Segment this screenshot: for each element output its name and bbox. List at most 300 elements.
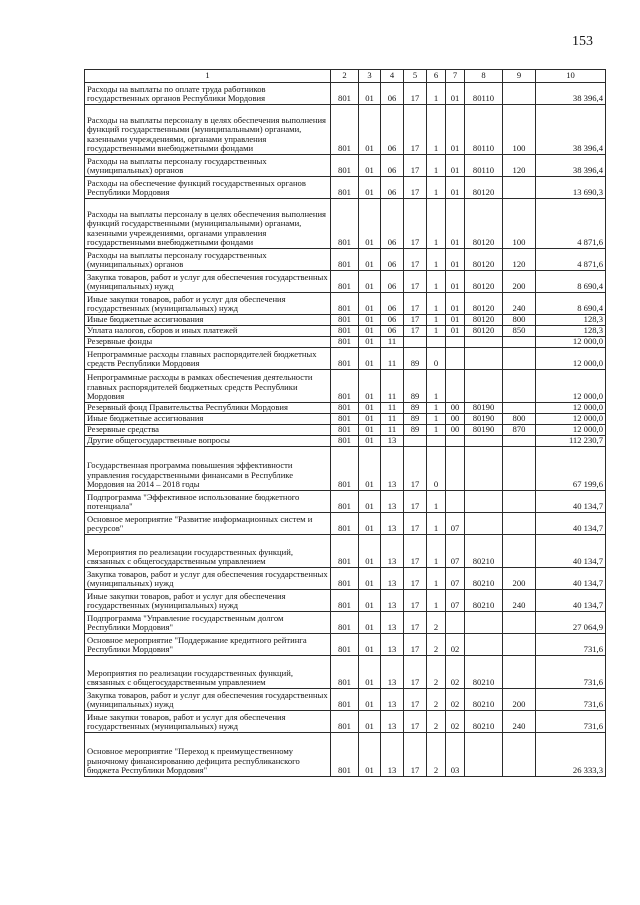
row-description: Иные бюджетные ассигнования xyxy=(85,315,331,326)
subprogram-code: 2 xyxy=(427,634,446,656)
program-code: 17 xyxy=(404,249,427,271)
section-code: 801 xyxy=(331,348,359,370)
amount-value: 128,3 xyxy=(536,315,606,326)
amount-value: 8 690,4 xyxy=(536,271,606,293)
amount-value: 12 000,0 xyxy=(536,348,606,370)
measure-code: 01 xyxy=(446,105,465,155)
subprogram-code: 0 xyxy=(427,348,446,370)
program-code: 17 xyxy=(404,612,427,634)
amount-value: 731,6 xyxy=(536,689,606,711)
amount-value: 731,6 xyxy=(536,711,606,733)
subprogram-code: 1 xyxy=(427,105,446,155)
measure-code xyxy=(446,436,465,447)
measure-code xyxy=(446,447,465,491)
program-code: 17 xyxy=(404,105,427,155)
measure-code: 00 xyxy=(446,414,465,425)
measure-code: 01 xyxy=(446,83,465,105)
table-row xyxy=(85,612,606,634)
row-description: Закупка товаров, работ и услуг для обеспечения государственных (муниципальных) нужд xyxy=(85,689,331,711)
amount-value: 731,6 xyxy=(536,656,606,689)
subprogram-code: 1 xyxy=(427,326,446,337)
direction-code: 80120 xyxy=(465,315,503,326)
division-code: 01 xyxy=(359,199,381,249)
section-code: 801 xyxy=(331,711,359,733)
division-code: 01 xyxy=(359,105,381,155)
row-description: Подпрограмма "Управление государственным долгом Республики Мордовия" xyxy=(85,612,331,634)
direction-code xyxy=(465,612,503,634)
subsection-code: 06 xyxy=(381,326,404,337)
division-code: 01 xyxy=(359,491,381,513)
expense-type-code xyxy=(503,535,536,568)
amount-value: 731,6 xyxy=(536,634,606,656)
subsection-code: 13 xyxy=(381,447,404,491)
subsection-code: 11 xyxy=(381,414,404,425)
program-code: 17 xyxy=(404,447,427,491)
division-code: 01 xyxy=(359,271,381,293)
table-row xyxy=(85,199,606,249)
subsection-code: 11 xyxy=(381,370,404,403)
table-row xyxy=(85,590,606,612)
direction-code: 80120 xyxy=(465,326,503,337)
expense-type-code xyxy=(503,447,536,491)
column-header: 1 xyxy=(85,70,331,83)
expense-type-code xyxy=(503,656,536,689)
subprogram-code xyxy=(427,436,446,447)
column-header: 10 xyxy=(536,70,606,83)
row-description: Другие общегосударственные вопросы xyxy=(85,436,331,447)
subsection-code: 13 xyxy=(381,568,404,590)
section-code: 801 xyxy=(331,590,359,612)
table-body xyxy=(85,83,606,777)
amount-value: 12 000,0 xyxy=(536,337,606,348)
program-code: 17 xyxy=(404,656,427,689)
section-code: 801 xyxy=(331,403,359,414)
subsection-code: 13 xyxy=(381,513,404,535)
expense-type-code: 100 xyxy=(503,199,536,249)
measure-code: 01 xyxy=(446,326,465,337)
measure-code: 07 xyxy=(446,590,465,612)
subprogram-code: 1 xyxy=(427,513,446,535)
direction-code xyxy=(465,337,503,348)
expense-type-code: 200 xyxy=(503,271,536,293)
division-code: 01 xyxy=(359,711,381,733)
table-row xyxy=(85,326,606,337)
subprogram-code: 2 xyxy=(427,733,446,777)
table-row xyxy=(85,656,606,689)
table-row xyxy=(85,634,606,656)
division-code: 01 xyxy=(359,177,381,199)
subsection-code: 11 xyxy=(381,403,404,414)
direction-code xyxy=(465,634,503,656)
row-description: Мероприятия по реализации государственных функций, связанных с общегосударственным управлением xyxy=(85,535,331,568)
page-number: 153 xyxy=(572,34,593,49)
direction-code: 80120 xyxy=(465,177,503,199)
table-row xyxy=(85,414,606,425)
measure-code xyxy=(446,348,465,370)
program-code: 89 xyxy=(404,425,427,436)
table-row xyxy=(85,733,606,777)
division-code: 01 xyxy=(359,612,381,634)
table-row xyxy=(85,155,606,177)
program-code: 17 xyxy=(404,293,427,315)
division-code: 01 xyxy=(359,326,381,337)
table-row xyxy=(85,83,606,105)
subprogram-code: 1 xyxy=(427,568,446,590)
row-description: Резервные средства xyxy=(85,425,331,436)
table-row xyxy=(85,105,606,155)
direction-code: 80210 xyxy=(465,535,503,568)
table-row xyxy=(85,568,606,590)
section-code: 801 xyxy=(331,177,359,199)
subsection-code: 06 xyxy=(381,293,404,315)
amount-value: 8 690,4 xyxy=(536,293,606,315)
program-code: 17 xyxy=(404,535,427,568)
column-header: 5 xyxy=(404,70,427,83)
division-code: 01 xyxy=(359,425,381,436)
program-code: 89 xyxy=(404,403,427,414)
direction-code: 80210 xyxy=(465,590,503,612)
direction-code: 80120 xyxy=(465,199,503,249)
direction-code: 80110 xyxy=(465,83,503,105)
section-code: 801 xyxy=(331,155,359,177)
subprogram-code: 0 xyxy=(427,447,446,491)
subsection-code: 06 xyxy=(381,271,404,293)
row-description: Иные закупки товаров, работ и услуг для обеспечения государственных (муниципальных) нужд xyxy=(85,590,331,612)
amount-value: 12 000,0 xyxy=(536,370,606,403)
program-code: 17 xyxy=(404,733,427,777)
subsection-code: 13 xyxy=(381,590,404,612)
row-description: Основное мероприятие "Поддержание кредитного рейтинга Республики Мордовия" xyxy=(85,634,331,656)
measure-code: 00 xyxy=(446,403,465,414)
direction-code xyxy=(465,513,503,535)
subprogram-code: 2 xyxy=(427,711,446,733)
measure-code: 07 xyxy=(446,568,465,590)
division-code: 01 xyxy=(359,513,381,535)
measure-code: 00 xyxy=(446,425,465,436)
section-code: 801 xyxy=(331,612,359,634)
expense-type-code: 850 xyxy=(503,326,536,337)
measure-code: 01 xyxy=(446,293,465,315)
section-code: 801 xyxy=(331,634,359,656)
subsection-code: 11 xyxy=(381,348,404,370)
amount-value: 40 134,7 xyxy=(536,513,606,535)
division-code: 01 xyxy=(359,370,381,403)
column-header: 7 xyxy=(446,70,465,83)
section-code: 801 xyxy=(331,337,359,348)
subprogram-code: 1 xyxy=(427,199,446,249)
expense-type-code xyxy=(503,491,536,513)
program-code: 17 xyxy=(404,634,427,656)
section-code: 801 xyxy=(331,733,359,777)
direction-code xyxy=(465,491,503,513)
column-header: 4 xyxy=(381,70,404,83)
row-description: Иные закупки товаров, работ и услуг для обеспечения государственных (муниципальных) нужд xyxy=(85,711,331,733)
division-code: 01 xyxy=(359,689,381,711)
subsection-code: 06 xyxy=(381,199,404,249)
expense-type-code: 800 xyxy=(503,414,536,425)
measure-code: 01 xyxy=(446,249,465,271)
subprogram-code: 1 xyxy=(427,315,446,326)
division-code: 01 xyxy=(359,249,381,271)
subsection-code: 13 xyxy=(381,733,404,777)
table-row xyxy=(85,348,606,370)
measure-code: 01 xyxy=(446,155,465,177)
subsection-code: 13 xyxy=(381,711,404,733)
table-row xyxy=(85,177,606,199)
amount-value: 38 396,4 xyxy=(536,105,606,155)
direction-code: 80210 xyxy=(465,689,503,711)
measure-code xyxy=(446,370,465,403)
program-code: 17 xyxy=(404,83,427,105)
budget-allocation-table xyxy=(84,69,606,777)
subsection-code: 13 xyxy=(381,535,404,568)
amount-value: 38 396,4 xyxy=(536,83,606,105)
expense-type-code: 120 xyxy=(503,249,536,271)
program-code: 17 xyxy=(404,513,427,535)
program-code: 17 xyxy=(404,590,427,612)
section-code: 801 xyxy=(331,370,359,403)
direction-code: 80110 xyxy=(465,105,503,155)
table-row xyxy=(85,425,606,436)
section-code: 801 xyxy=(331,535,359,568)
expense-type-code: 200 xyxy=(503,568,536,590)
subsection-code: 11 xyxy=(381,337,404,348)
subprogram-code: 1 xyxy=(427,83,446,105)
section-code: 801 xyxy=(331,293,359,315)
subprogram-code: 1 xyxy=(427,590,446,612)
direction-code: 80120 xyxy=(465,249,503,271)
direction-code: 80120 xyxy=(465,293,503,315)
section-code: 801 xyxy=(331,271,359,293)
row-description: Подпрограмма "Эффективное использование бюджетного потенциала" xyxy=(85,491,331,513)
direction-code: 80120 xyxy=(465,271,503,293)
subprogram-code: 1 xyxy=(427,370,446,403)
amount-value: 40 134,7 xyxy=(536,568,606,590)
subsection-code: 06 xyxy=(381,105,404,155)
row-description: Иные закупки товаров, работ и услуг для обеспечения государственных (муниципальных) нужд xyxy=(85,293,331,315)
section-code: 801 xyxy=(331,83,359,105)
column-header: 9 xyxy=(503,70,536,83)
measure-code: 01 xyxy=(446,177,465,199)
division-code: 01 xyxy=(359,293,381,315)
measure-code: 07 xyxy=(446,513,465,535)
subprogram-code: 1 xyxy=(427,491,446,513)
row-description: Непрограммные расходы в рамках обеспечения деятельности главных распорядителей бюджетных средств Республики Мордовия xyxy=(85,370,331,403)
row-description: Резервный фонд Правительства Республики Мордовия xyxy=(85,403,331,414)
division-code: 01 xyxy=(359,348,381,370)
subprogram-code: 1 xyxy=(427,155,446,177)
expense-type-code xyxy=(503,612,536,634)
amount-value: 4 871,6 xyxy=(536,249,606,271)
subprogram-code: 1 xyxy=(427,271,446,293)
subprogram-code: 1 xyxy=(427,403,446,414)
amount-value: 67 199,6 xyxy=(536,447,606,491)
measure-code xyxy=(446,491,465,513)
amount-value: 13 690,3 xyxy=(536,177,606,199)
division-code: 01 xyxy=(359,447,381,491)
direction-code xyxy=(465,733,503,777)
row-description: Резервные фонды xyxy=(85,337,331,348)
subprogram-code: 2 xyxy=(427,612,446,634)
expense-type-code xyxy=(503,733,536,777)
section-code: 801 xyxy=(331,513,359,535)
division-code: 01 xyxy=(359,535,381,568)
amount-value: 40 134,7 xyxy=(536,590,606,612)
table-row xyxy=(85,513,606,535)
amount-value: 40 134,7 xyxy=(536,535,606,568)
program-code xyxy=(404,436,427,447)
row-description: Закупка товаров, работ и услуг для обеспечения государственных (муниципальных) нужд xyxy=(85,568,331,590)
program-code: 89 xyxy=(404,414,427,425)
row-description: Иные бюджетные ассигнования xyxy=(85,414,331,425)
program-code: 17 xyxy=(404,199,427,249)
subsection-code: 06 xyxy=(381,249,404,271)
row-description: Расходы на выплаты персоналу в целях обеспечения выполнения функций государственными (муниципальными) органами, казенными учреждениями, органами управления государственными внебюджетными фондами xyxy=(85,199,331,249)
row-description: Закупка товаров, работ и услуг для обеспечения государственных (муниципальных) нужд xyxy=(85,271,331,293)
row-description: Государственная программа повышения эффективности управления государственными финансами в Республике Мордовия на 2014 – 2018 годы xyxy=(85,447,331,491)
row-description: Расходы на выплаты персоналу государственных (муниципальных) органов xyxy=(85,249,331,271)
section-code: 801 xyxy=(331,315,359,326)
direction-code: 80190 xyxy=(465,414,503,425)
section-code: 801 xyxy=(331,491,359,513)
table-row xyxy=(85,436,606,447)
expense-type-code xyxy=(503,513,536,535)
division-code: 01 xyxy=(359,414,381,425)
section-code: 801 xyxy=(331,414,359,425)
division-code: 01 xyxy=(359,656,381,689)
program-code: 17 xyxy=(404,491,427,513)
subsection-code: 13 xyxy=(381,612,404,634)
direction-code xyxy=(465,447,503,491)
amount-value: 112 230,7 xyxy=(536,436,606,447)
program-code xyxy=(404,337,427,348)
direction-code xyxy=(465,436,503,447)
row-description: Расходы на выплаты персоналу государственных (муниципальных) органов xyxy=(85,155,331,177)
direction-code: 80190 xyxy=(465,403,503,414)
section-code: 801 xyxy=(331,199,359,249)
division-code: 01 xyxy=(359,590,381,612)
measure-code: 02 xyxy=(446,634,465,656)
direction-code xyxy=(465,370,503,403)
subprogram-code: 1 xyxy=(427,535,446,568)
table-row xyxy=(85,271,606,293)
program-code: 89 xyxy=(404,348,427,370)
amount-value: 4 871,6 xyxy=(536,199,606,249)
subprogram-code: 1 xyxy=(427,249,446,271)
subprogram-code: 2 xyxy=(427,689,446,711)
table-row xyxy=(85,447,606,491)
program-code: 17 xyxy=(404,155,427,177)
division-code: 01 xyxy=(359,83,381,105)
section-code: 801 xyxy=(331,568,359,590)
section-code: 801 xyxy=(331,656,359,689)
expense-type-code: 240 xyxy=(503,293,536,315)
section-code: 801 xyxy=(331,436,359,447)
program-code: 17 xyxy=(404,326,427,337)
measure-code: 02 xyxy=(446,711,465,733)
table-row xyxy=(85,249,606,271)
direction-code: 80210 xyxy=(465,568,503,590)
measure-code: 02 xyxy=(446,689,465,711)
expense-type-code: 240 xyxy=(503,711,536,733)
table-row xyxy=(85,535,606,568)
row-description: Расходы на обеспечение функций государственных органов Республики Мордовия xyxy=(85,177,331,199)
subsection-code: 06 xyxy=(381,315,404,326)
subsection-code: 06 xyxy=(381,177,404,199)
program-code: 17 xyxy=(404,689,427,711)
amount-value: 40 134,7 xyxy=(536,491,606,513)
amount-value: 38 396,4 xyxy=(536,155,606,177)
section-code: 801 xyxy=(331,105,359,155)
table-row xyxy=(85,293,606,315)
subsection-code: 06 xyxy=(381,155,404,177)
division-code: 01 xyxy=(359,155,381,177)
section-code: 801 xyxy=(331,425,359,436)
table-row xyxy=(85,370,606,403)
subprogram-code xyxy=(427,337,446,348)
subprogram-code: 1 xyxy=(427,414,446,425)
expense-type-code: 200 xyxy=(503,689,536,711)
subsection-code: 13 xyxy=(381,689,404,711)
table-row xyxy=(85,689,606,711)
section-code: 801 xyxy=(331,689,359,711)
expense-type-code xyxy=(503,83,536,105)
row-description: Основное мероприятие "Развитие информационных систем и ресурсов" xyxy=(85,513,331,535)
program-code: 89 xyxy=(404,370,427,403)
program-code: 17 xyxy=(404,315,427,326)
program-code: 17 xyxy=(404,177,427,199)
amount-value: 128,3 xyxy=(536,326,606,337)
direction-code: 80110 xyxy=(465,155,503,177)
expense-type-code xyxy=(503,370,536,403)
row-description: Мероприятия по реализации государственных функций, связанных с общегосударственным управлением xyxy=(85,656,331,689)
subprogram-code: 2 xyxy=(427,656,446,689)
subsection-code: 13 xyxy=(381,436,404,447)
direction-code xyxy=(465,348,503,370)
expense-type-code xyxy=(503,634,536,656)
table-row xyxy=(85,711,606,733)
amount-value: 26 333,3 xyxy=(536,733,606,777)
expense-type-code: 100 xyxy=(503,105,536,155)
amount-value: 12 000,0 xyxy=(536,414,606,425)
expense-type-code: 800 xyxy=(503,315,536,326)
expense-type-code xyxy=(503,436,536,447)
table-row xyxy=(85,337,606,348)
expense-type-code: 240 xyxy=(503,590,536,612)
division-code: 01 xyxy=(359,733,381,777)
measure-code xyxy=(446,337,465,348)
expense-type-code xyxy=(503,348,536,370)
table-row xyxy=(85,403,606,414)
measure-code: 02 xyxy=(446,656,465,689)
program-code: 17 xyxy=(404,271,427,293)
direction-code: 80210 xyxy=(465,711,503,733)
measure-code: 03 xyxy=(446,733,465,777)
division-code: 01 xyxy=(359,315,381,326)
amount-value: 12 000,0 xyxy=(536,403,606,414)
subprogram-code: 1 xyxy=(427,425,446,436)
column-header: 3 xyxy=(359,70,381,83)
direction-code: 80190 xyxy=(465,425,503,436)
expense-type-code: 870 xyxy=(503,425,536,436)
column-header: 8 xyxy=(465,70,503,83)
row-description: Расходы на выплаты персоналу в целях обеспечения выполнения функций государственными (муниципальными) органами, казенными учреждениями, органами управления государственными внебюджетными фондами xyxy=(85,105,331,155)
column-header: 6 xyxy=(427,70,446,83)
program-code: 17 xyxy=(404,711,427,733)
row-description: Расходы на выплаты по оплате труда работников государственных органов Республики Мордовия xyxy=(85,83,331,105)
measure-code: 07 xyxy=(446,535,465,568)
subsection-code: 13 xyxy=(381,656,404,689)
